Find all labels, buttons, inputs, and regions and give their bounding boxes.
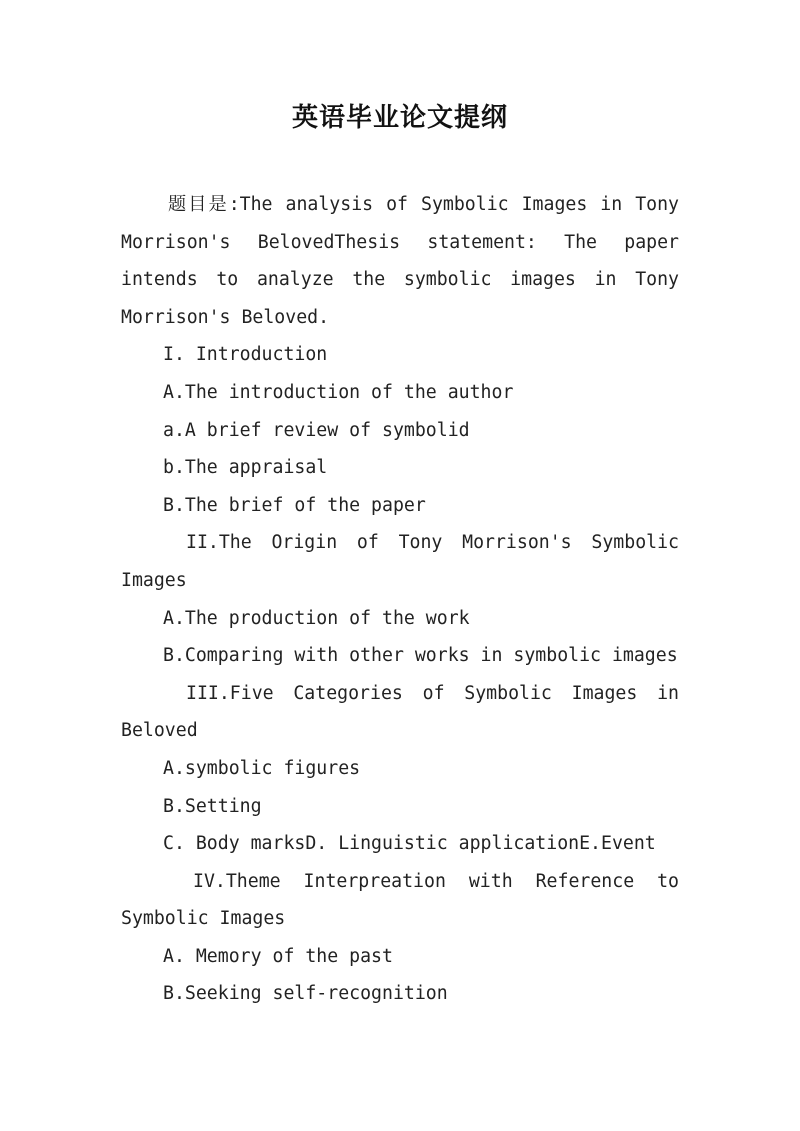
outline-item: B.The brief of the paper (163, 494, 426, 516)
thesis-paragraph: 题目是:The analysis of Symbolic Images in Tony Morrison's BelovedThesis statement: The paper intends to analyze the symbolic images in Tony Morrison's Beloved. (121, 194, 679, 328)
document-body (121, 186, 679, 1013)
outline-item: a.A brief review of symbolid (163, 419, 470, 441)
outline-item: A. Memory of the past (163, 945, 393, 967)
outline-item: B.Seeking self-recognition (163, 983, 448, 1005)
outline-item: B.Comparing with other works in symbolic images (163, 645, 678, 667)
outline-item: A.The production of the work (163, 607, 470, 629)
outline-item: I. Introduction (163, 344, 328, 366)
outline-item: A.The introduction of the author (163, 381, 514, 403)
outline-item: b.The appraisal (163, 457, 328, 479)
outline-item: B.Setting (163, 795, 262, 817)
outline-heading: II.The Origin of Tony Morrison's Symbolic Images (121, 532, 679, 591)
outline-heading: III.Five Categories of Symbolic Images in Beloved (121, 682, 679, 742)
outline-item: C. Body marksD. Linguistic applicationE.Event (163, 833, 656, 855)
outline-item: A.symbolic figures (163, 757, 361, 779)
document-title: 英语毕业论文提纲 (291, 103, 508, 133)
outline-heading: IV.Theme Interpreation with Reference to Symbolic Images (121, 870, 679, 930)
